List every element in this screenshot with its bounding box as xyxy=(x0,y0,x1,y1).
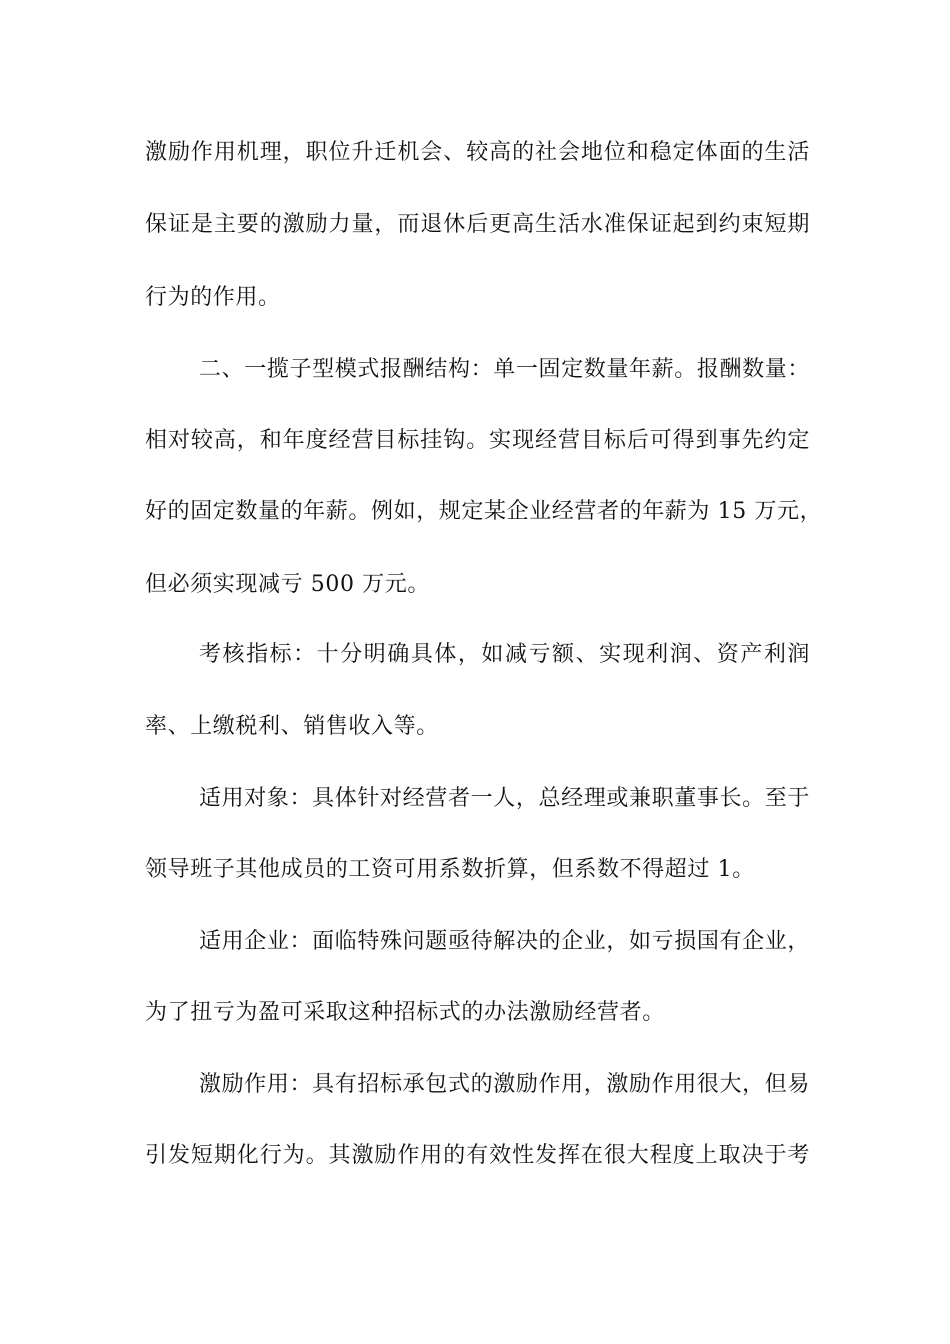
text-line: 激励作用机理，职位升迁机会、较高的社会地位和稳定体面的生活 xyxy=(145,140,810,165)
paragraph-start-line: 适用企业：面临特殊问题亟待解决的企业，如亏损国有企业， xyxy=(199,929,810,954)
paragraph-start-line: 激励作用：具有招标承包式的激励作用，激励作用很大，但易 xyxy=(199,1072,810,1097)
text-line: 行为的作用。 xyxy=(145,285,281,310)
paragraph-start-line: 适用对象：具体针对经营者一人，总经理或兼职董事长。至于 xyxy=(199,786,810,811)
text-line: 引发短期化行为。其激励作用的有效性发挥在很大程度上取决于考 xyxy=(145,1143,810,1168)
paragraph-start-line: 二、一揽子型模式报酬结构：单一固定数量年薪。报酬数量： xyxy=(199,357,810,382)
text-line: 率、上缴税利、销售收入等。 xyxy=(145,714,439,739)
text-line: 相对较高，和年度经营目标挂钩。实现经营目标后可得到事先约定 xyxy=(145,428,810,453)
text-line: 但必须实现减亏 500 万元。 xyxy=(145,572,430,597)
text-line: 为了扭亏为盈可采取这种招标式的办法激励经营者。 xyxy=(145,1000,665,1025)
text-line: 好的固定数量的年薪。例如，规定某企业经营者的年薪为 15 万元， xyxy=(145,499,823,524)
paragraph-start-line: 考核指标：十分明确具体，如减亏额、实现利润、资产利润 xyxy=(199,642,810,667)
text-line: 领导班子其他成员的工资可用系数折算，但系数不得超过 1。 xyxy=(145,857,755,882)
text-line: 保证是主要的激励力量，而退休后更高生活水准保证起到约束短期 xyxy=(145,212,810,237)
